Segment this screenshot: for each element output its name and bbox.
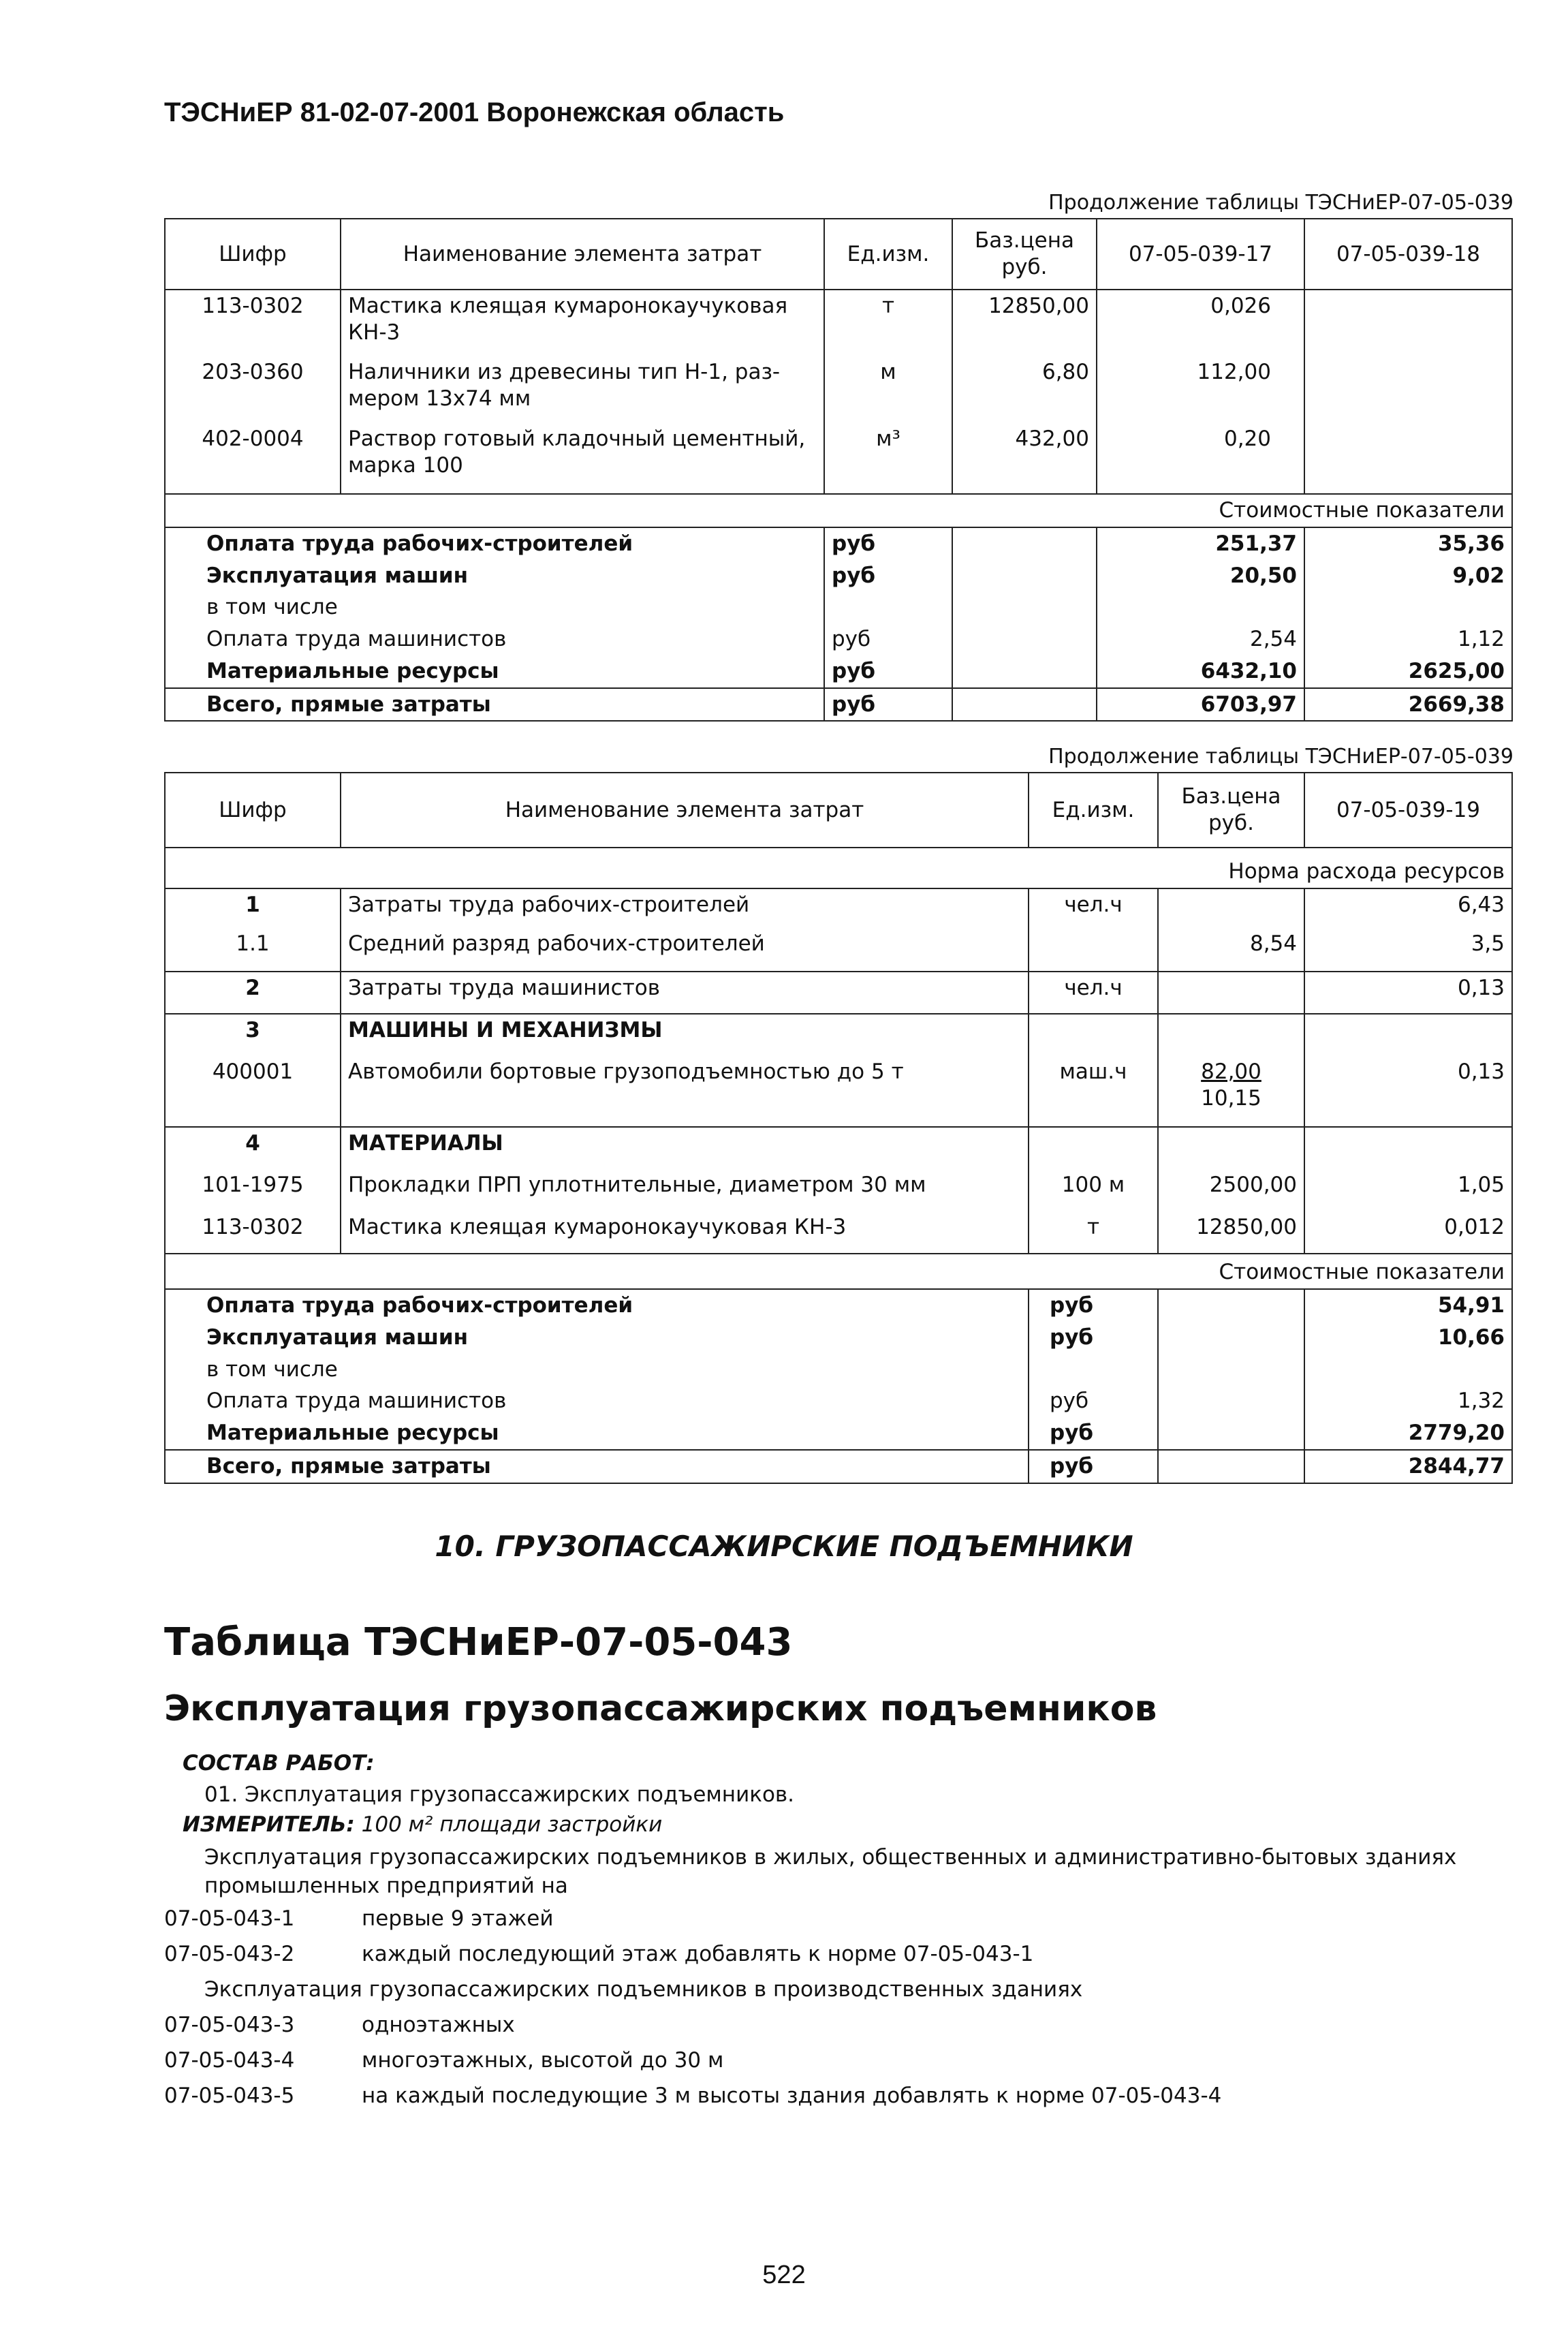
t2-head-unit: Ед.изм. <box>1029 773 1158 848</box>
table-row: Эксплуатация машин руб 20,50 9,02 <box>165 560 1512 592</box>
section-title: 10. ГРУЗОПАССАЖИРСКИЕ ПОДЪЕМНИКИ <box>435 1530 1133 1563</box>
table-row: Оплата труда машинистов руб 2,54 1,12 <box>165 623 1512 655</box>
table-row: 113-0302 Мастика клеящая кумаронокаучуковая КН-3 т 12850,00 0,026 <box>165 290 1512 356</box>
table-subtitle: Эксплуатация грузопассажирских подъемников <box>164 1688 1157 1729</box>
desc1: Эксплуатация грузопассажирских подъемников в жилых, общественных и административно-бытовых зданиях промышленных предприятий на <box>204 1845 1457 1898</box>
table-row: 1.1 Средний разряд рабочих-строителей 8,54 3,5 <box>165 928 1512 972</box>
t1-head-name: Наименование элемента затрат <box>341 219 824 290</box>
list-item: 07-05-043-5 на каждый последующие 3 м высоты здания добавлять к норме 07-05-043-4 <box>164 2084 1222 2108</box>
t1-head-unit: Ед.изм. <box>824 219 952 290</box>
table-row: 402-0004 Раствор готовый кладочный цементный, марка 100 м³ 432,00 0,20 <box>165 423 1512 494</box>
table1-continuation: Продолжение таблицы ТЭСНиЕР-07-05-039 <box>1048 191 1514 215</box>
table-row: Оплата труда машинистов руб 1,32 <box>165 1385 1512 1417</box>
t2-head-price: Баз.цена руб. <box>1158 773 1304 848</box>
table-row: в том числе <box>165 591 1512 623</box>
sostav-item: 01. Эксплуатация грузопассажирских подъемников. <box>204 1782 795 1807</box>
table-row: Оплата труда рабочих-строителей руб 251,37 35,36 <box>165 527 1512 560</box>
table-row: Оплата труда рабочих-строителей руб 54,91 <box>165 1289 1512 1322</box>
table2 <box>164 772 1513 1484</box>
t2-head-code: Шифр <box>165 773 341 848</box>
table-row: 3 МАШИНЫ И МЕХАНИЗМЫ <box>165 1014 1512 1056</box>
t2-head-col1: 07-05-039-19 <box>1304 773 1512 848</box>
t2-cost-header: Стоимостные показатели <box>165 1254 1512 1289</box>
table-row: Всего, прямые затраты руб 6703,97 2669,38 <box>165 688 1512 722</box>
t1-head-col2: 07-05-039-18 <box>1304 219 1512 290</box>
t2-head-name: Наименование элемента затрат <box>341 773 1029 848</box>
t1-head-price: Баз.цена руб. <box>952 219 1097 290</box>
table2-continuation: Продолжение таблицы ТЭСНиЕР-07-05-039 <box>1048 745 1514 769</box>
table-row: Материальные ресурсы руб 6432,10 2625,00 <box>165 655 1512 688</box>
table-title: Таблица ТЭСНиЕР-07-05-043 <box>164 1620 793 1664</box>
table-row: 4 МАТЕРИАЛЫ <box>165 1127 1512 1169</box>
table-row: в том числе <box>165 1354 1512 1386</box>
table-row: 113-0302 Мастика клеящая кумаронокаучуковая КН-3 т 12850,00 0,012 <box>165 1211 1512 1254</box>
price-denominator: 10,15 <box>1201 1085 1261 1111</box>
list-item: 07-05-043-4 многоэтажных, высотой до 30 м <box>164 2048 724 2073</box>
table-row: 1 Затраты труда рабочих-строителей чел.ч 6,43 <box>165 888 1512 928</box>
izmer-value: 100 м² площади застройки <box>361 1812 663 1837</box>
t2-norm-header: Норма расхода ресурсов <box>165 848 1512 888</box>
table-row: 203-0360 Наличники из древесины тип Н-1, раз-мером 13х74 мм м 6,80 112,00 <box>165 356 1512 423</box>
price-numerator: 82,00 <box>1201 1059 1261 1084</box>
list-item: 07-05-043-2 каждый последующий этаж добавлять к норме 07-05-043-1 <box>164 1942 1034 1966</box>
table1 <box>164 218 1513 722</box>
t1-cost-header: Стоимостные показатели <box>165 494 1512 527</box>
document-header: ТЭСНиЕР 81-02-07-2001 Воронежская область <box>164 97 785 127</box>
table-row: 101-1975 Прокладки ПРП уплотнительные, диаметром 30 мм 100 м 2500,00 1,05 <box>165 1169 1512 1211</box>
page-number: 522 <box>762 2261 806 2289</box>
sostav-label: СОСТАВ РАБОТ: <box>183 1751 375 1776</box>
table-row: 400001 Автомобили бортовые грузоподъемностью до 5 т маш.ч 82,00 10,15 0,13 <box>165 1056 1512 1127</box>
t1-head-col1: 07-05-039-17 <box>1097 219 1304 290</box>
list-item: 07-05-043-3 одноэтажных <box>164 2013 515 2037</box>
t1-head-code: Шифр <box>165 219 341 290</box>
izmeritel <box>183 1812 662 1837</box>
table-row: Эксплуатация машин руб 10,66 <box>165 1322 1512 1354</box>
izmer-label: ИЗМЕРИТЕЛЬ: <box>183 1812 355 1837</box>
table-row: Всего, прямые затраты руб 2844,77 <box>165 1450 1512 1483</box>
table-row: 2 Затраты труда машинистов чел.ч 0,13 <box>165 972 1512 1014</box>
desc2: Эксплуатация грузопассажирских подъемников в производственных зданиях <box>204 1977 1083 2002</box>
list-item: 07-05-043-1 первые 9 этажей <box>164 1906 554 1931</box>
table-row: Материальные ресурсы руб 2779,20 <box>165 1417 1512 1450</box>
